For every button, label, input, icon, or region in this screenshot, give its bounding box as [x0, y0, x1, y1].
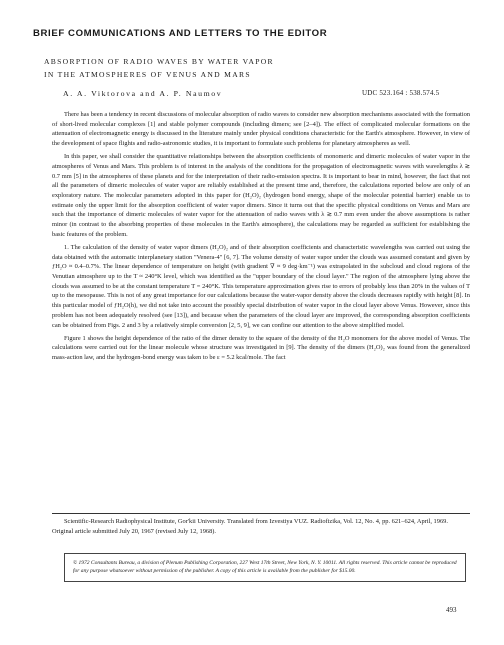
section-header: BRIEF COMMUNICATIONS AND LETTERS TO THE EDITOR: [33, 28, 328, 39]
copyright-notice: © 1972 Consultants Bureau, a division of Plenum Publishing Corporation, 227 West 17th Street, New York, N. Y. 10011. All rights reserved. This article cannot be reproduced for any purpose whatsoever without permission of the publisher. A copy of this article is available from the publisher for $15.00.: [64, 553, 466, 582]
affiliation-note: Scientific-Research Radiophysical Institute, Gor'kii University. Translated from Izvestiya VUZ. Radiofizika, Vol. 12, No. 4, pp. 621–624, April, 1969. Original article submitted July 20, 1967 (revised July 12, 1968).: [52, 518, 448, 535]
footnote-divider: [52, 513, 470, 514]
paragraph-scope: In this paper, we shall consider the quantitative relationships between the absorption coefficients of monomeric and dimeric molecules of water vapor in the atmospheres of Venus and Mars. This problem is of interest in the analysis of the conditions for the propagation of electromagnetic waves with wavelengths λ ≳ 0.7 mm [5] in the atmospheres of these planets and for the interpretation of their radio-emission spectra. It is important to bear in mind, however, the fact that not all the parameters of dimeric molecules of water vapor are reliably established at the present time and, therefore, the calculations reported below are only of an exploratory nature. The molecular parameters adopted in this paper for (H₂O)₂ (hydrogen bond energy, shape of the molecular potential barrier) enable us to estimate only the upper limit for the absorption coefficient of water vapor dimers. Since it turns out that the specific physical conditions on Venus and Mars are such that the importance of dimeric molecules of water vapor for the attenuation of radio waves with λ ≳ 0.7 mm even under the above assumptions is rather minor (in contrast to the absorbing properties of these molecules in the Earth's atmosphere), the calculations may be regarded as sufficient for establishing the basic features of the problem.: [52, 153, 470, 238]
article-title: [44, 55, 464, 81]
paragraph-intro: There has been a tendency in recent discussions of molecular absorption of radio waves to consider new absorption mechanisms associated with the formation of short-lived molecular complexes [1] and stable polymer compounds (including dimers; see [2–4]). The effect of complicated molecular formations on the attenuation of electromagnetic energy is discussed in the literature mainly under physical conditions characteristic for the Earth's atmosphere. However, in view of the development of space flights and radio-astronomic studies, it is important to formulate such problems for planetary atmospheres as well.: [52, 111, 470, 148]
authors: A. A. Viktorova and A. P. Naumov: [63, 89, 223, 98]
paragraph-section-1: 1. The calculation of the density of water vapor dimers (H₂O)₂ and of their absorption coefficients and characteristic wavelengths was carried out using the data obtained with the automatic interplanetary station "Venera-4" [6, 7]. The volume density of water vapor under the clouds was assumed constant and given by ƒH₂O ≈ 0.4–0.7%. The linear dependence of temperature on height (with gradient ∇ ≈ 9 deg·km⁻¹) was extrapolated in the subcloud and cloud regions of the Venutian atmosphere up to the T ≈ 240°K level, which was identified as the "upper boundary of the cloud layer." The region of the atmosphere lying above the clouds was assumed to be at the constant temperature T = 240°K. This temperature approximation gives rise to errors of probably less than 20% in the values of T up to the mesopause. This is not of any great importance for our calculations because the water-vapor density above the clouds decreases rapidly with height [8]. In this particular model of ƒH₂O(h), we did not take into account the possibly special distribution of water vapor in the cloud layer above Venus. However, since this problem has not been adequately resolved (see [13]), and because when the parameters of the cloud layer are improved, the corresponding absorption coefficients can be obtained from Figs. 2 and 3 by a relatively simple conversion [2, 5, 9], we can confine our attention to the above simplified model.: [52, 243, 470, 329]
article-title-line-2: IN THE ATMOSPHERES OF VENUS AND MARS: [44, 70, 251, 79]
article-title-line-1: ABSORPTION OF RADIO WAVES BY WATER VAPOR: [44, 57, 274, 66]
udc-code: UDC 523.164 : 538.574.5: [362, 89, 440, 97]
article-body: [52, 110, 470, 366]
page-number: 493: [446, 606, 457, 614]
paragraph-figure-1: Figure 1 shows the height dependence of the ratio of the dimer density to the square of the density of the H₂O monomers for the above model of Venus. The calculations were carried out for the linear molecule whose structure was investigated in [9]. The density of the dimers (H₂O)₂ was found from the generalized mass-action law, and the hydrogen-bond energy was taken to be ε = 5.2 kcal/mole. The fact: [52, 334, 470, 362]
